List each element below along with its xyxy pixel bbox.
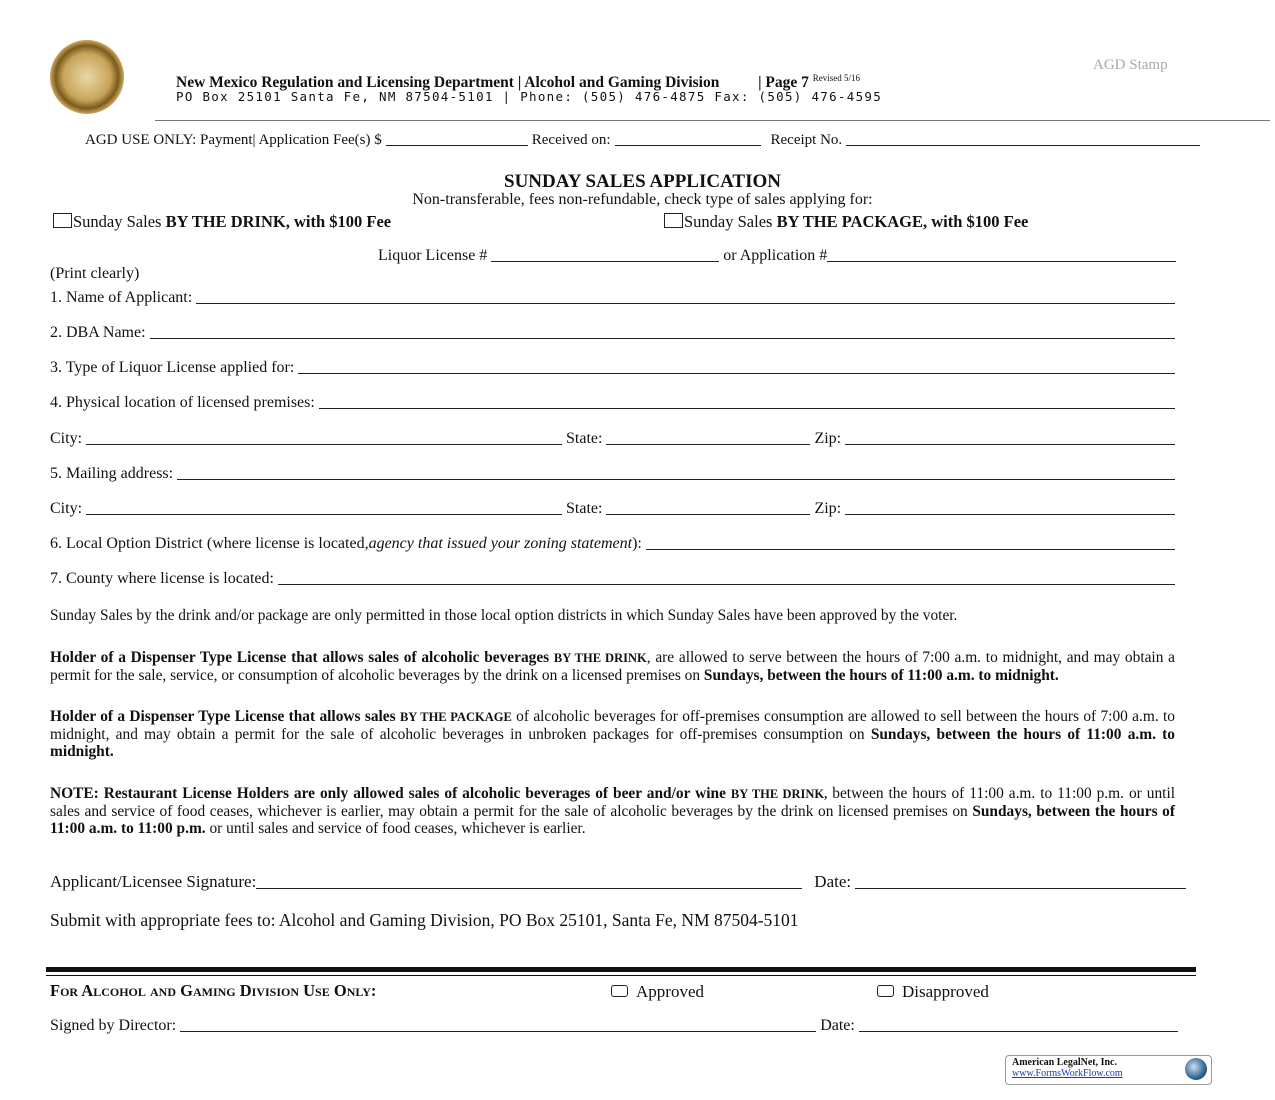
- mailing-city-field[interactable]: [86, 514, 562, 515]
- state-field[interactable]: [606, 444, 810, 445]
- approved-option[interactable]: Approved: [611, 982, 704, 1002]
- mailing-zip-field[interactable]: [845, 514, 1175, 515]
- american-legalnet-logo: American LegalNet, Inc. www.FormsWorkFlow.com: [1005, 1055, 1212, 1085]
- paragraph-by-drink: Holder of a Dispenser Type License that allows sales of alcoholic beverages BY THE DRINK, are allowed to serve between the hours of 7:00 a.m. to midnight, and may obtain a permit for the sale, service, or consumption of alcoholic beverages by the drink on a licensed premises on Sundays, between the hours of 11:00 a.m. to midnight.: [50, 649, 1175, 684]
- paragraph-permitted: Sunday Sales by the drink and/or package are only permitted in those local option districts in which Sunday Sales have been approved by the voter.: [50, 607, 958, 624]
- checkbox[interactable]: [877, 985, 894, 997]
- office-use-label: For Alcohol and Gaming Division Use Only:: [50, 981, 377, 1000]
- paragraph-note: NOTE: Restaurant License Holders are only allowed sales of alcoholic beverages of beer and/or wine BY THE DRINK, between the hours of 11:00 a.m. to 11:00 p.m. or until sales and service of food ceases, whichever is earlier, may obtain a permit for the sale of alcoholic beverages by the drink on licensed premises on Sundays, between the hours of 11:00 a.m. to 11:00 p.m. or until sales and service of food ceases, whichever is earlier.: [50, 785, 1176, 837]
- header-title: New Mexico Regulation and Licensing Department | Alcohol and Gaming Division | Page 7 $^{Revised 5/16}$: [176, 73, 860, 92]
- county-field[interactable]: [278, 584, 1175, 585]
- applicant-name-field[interactable]: [196, 303, 1175, 304]
- director-date-field[interactable]: [859, 1031, 1178, 1032]
- globe-icon: [1185, 1058, 1207, 1080]
- formsworkflow-link[interactable]: www.FormsWorkFlow.com: [1012, 1068, 1123, 1079]
- local-option-district-field[interactable]: [646, 549, 1175, 550]
- form-title: SUNDAY SALES APPLICATION: [504, 171, 781, 192]
- dba-name-field[interactable]: [150, 338, 1175, 339]
- disapproved-option[interactable]: Disapproved: [877, 982, 989, 1002]
- application-number-field[interactable]: [827, 261, 1176, 262]
- agd-use-row: AGD USE ONLY: Payment| Application Fee(s) $ Received on: Receipt No.: [85, 132, 1202, 149]
- physical-location-field[interactable]: [319, 408, 1175, 409]
- fee-field[interactable]: [386, 145, 528, 146]
- form-subtitle: Non-transferable, fees non-refundable, check type of sales applying for:: [412, 191, 873, 208]
- mailing-state-field[interactable]: [606, 514, 810, 515]
- option-by-package[interactable]: Sunday Sales BY THE PACKAGE, with $100 Fee: [664, 212, 1028, 232]
- agd-stamp-label: AGD Stamp: [1093, 57, 1168, 73]
- checkbox[interactable]: [53, 213, 72, 228]
- license-type-field[interactable]: [298, 373, 1175, 374]
- mailing-address-field[interactable]: [177, 479, 1175, 480]
- header-address: PO Box 25101 Santa Fe, NM 87504-5101 | Phone: (505) 476-4875 Fax: (505) 476-4595: [176, 89, 883, 104]
- paragraph-by-package: Holder of a Dispenser Type License that allows sales BY THE PACKAGE of alcoholic beverages for off-premises consumption are allowed to sell between the hours of 7:00 a.m. to midnight, and may obtain a permit for the sale of alcoholic beverages in unbroken packages for off-premises consumption on Sundays, between the hours of 11:00 a.m. to midnight.: [50, 708, 1175, 760]
- checkbox[interactable]: [664, 213, 683, 228]
- zip-field[interactable]: [845, 444, 1175, 445]
- header-divider: [155, 120, 1270, 121]
- license-row: Liquor License # or Application #: [378, 247, 1178, 265]
- signature-field[interactable]: [256, 888, 802, 889]
- received-on-field[interactable]: [615, 145, 761, 146]
- license-number-field[interactable]: [491, 261, 719, 262]
- submit-instructions: Submit with appropriate fees to: Alcohol and Gaming Division, PO Box 25101, Santa Fe, NM 87504-5101: [50, 910, 799, 930]
- director-signature-field[interactable]: [180, 1031, 816, 1032]
- receipt-no-field[interactable]: [846, 145, 1200, 146]
- print-clearly-note: (Print clearly): [50, 265, 140, 282]
- signature-date-field[interactable]: [855, 888, 1186, 889]
- section-divider: [46, 967, 1196, 972]
- city-field[interactable]: [86, 444, 562, 445]
- state-seal-logo: [50, 40, 124, 114]
- checkbox[interactable]: [611, 985, 628, 997]
- option-by-drink[interactable]: Sunday Sales BY THE DRINK, with $100 Fee: [53, 212, 391, 232]
